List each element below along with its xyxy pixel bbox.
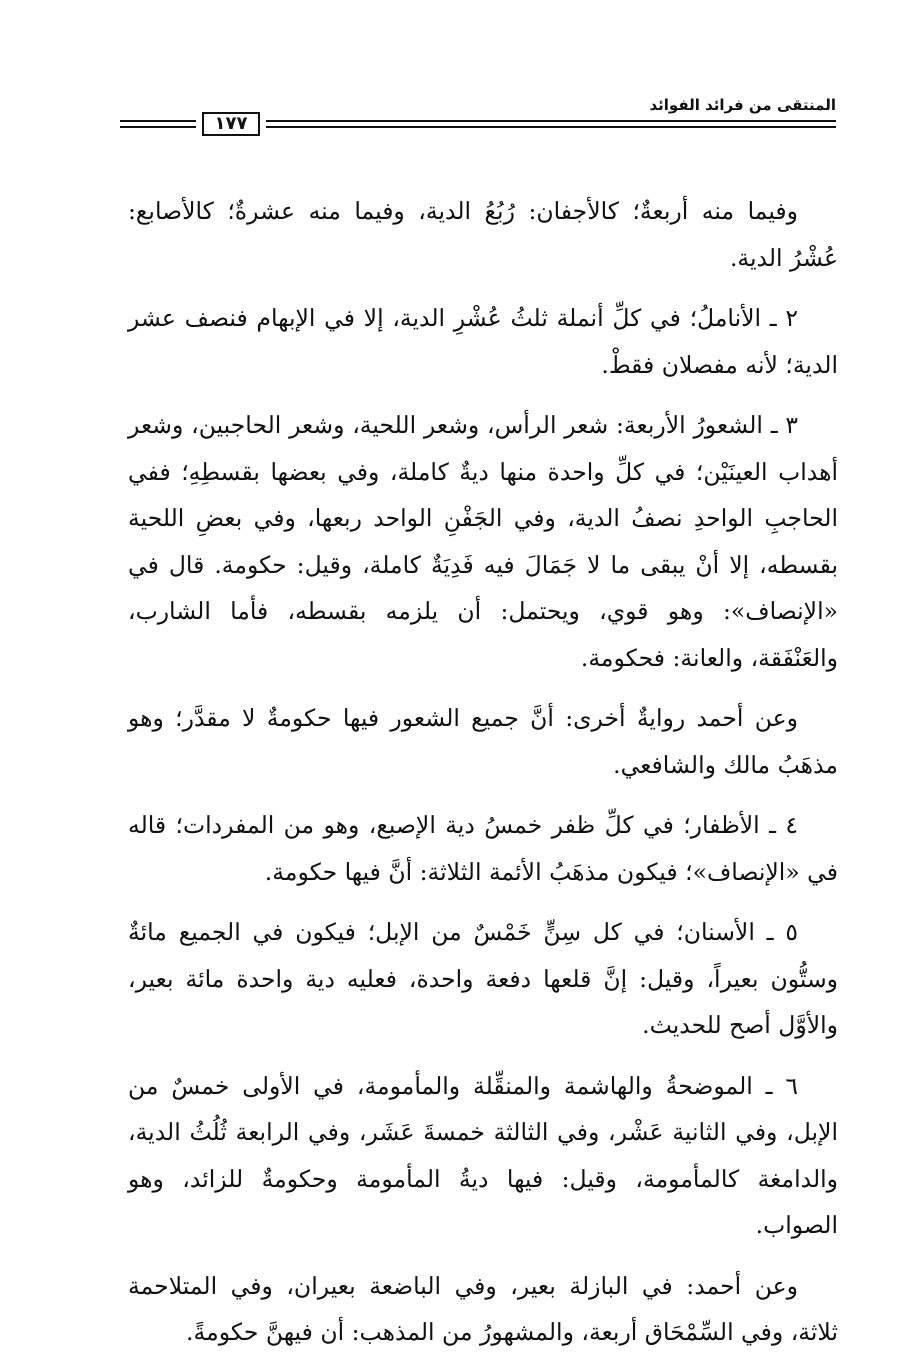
paragraph: وعن أحمد: في البازلة بعير، وفي الباضعة بعيران، وفي المتلاحمة ثلاثة، وفي السِّمْحَاق أربعة، والمشهورُ من المذهب: أن فيهنَّ حكومةً. [128,1271,838,1346]
header-rule-right-bottom [266,126,836,128]
paragraph: ٥ ـ الأسنان؛ في كل سِنٍّ خَمْسٌ من الإبل؛ فيكون في الجميع مائةٌ وستُّون بعيراً، وقيل: إنَّ قلعها دفعة واحدة، فعليه دية واحدة مائة بعير، والأوَّل أصح للحديث. [128,918,838,1039]
paragraph: ٤ ـ الأظفار؛ في كلِّ ظفر خمسُ دية الإصبع، وهو من المفردات؛ قاله في «الإنصاف»؛ فيكون مذهَبُ الأئمة الثلاثة: أنَّ فيها حكومة. [128,811,838,886]
paragraph: وفيما منه أربعةٌ؛ كالأجفان: رُبُعُ الدية، وفيما منه عشرةٌ؛ كالأصابع: عُشْرُ الدية. [128,197,838,272]
page-header [120,92,836,142]
header-rule-left-bottom [120,126,196,128]
header-rule-right-top [266,120,836,122]
page-number: ١٧٧ [202,112,260,136]
paragraph: ٦ ـ الموضحةُ والهاشمة والمنقِّلة والمأمومة، في الأولى خمسٌ من الإبل، وفي الثانية عَشْر، وفي الثالثة خمسةَ عَشَر، وفي الرابعة ثُلُثُ الدية، والدامغة كالمأمومة، وقيل: فيها ديةُ المأمومة وحكومةٌ للزائد، وهو الصواب. [128,1071,838,1239]
running-title: المنتقى من فرائد الفوائد [649,96,836,114]
paragraph: ٢ ـ الأناملُ؛ في كلِّ أنملة ثلثُ عُشْرِ الدية، إلا في الإبهام فنصف عشر الدية؛ لأنه مفصلان فقطْ. [128,304,838,379]
paragraph: وعن أحمد روايةٌ أخرى: أنَّ جميع الشعور فيها حكومةٌ لا مقدَّر؛ وهو مذهَبُ مالك والشافعي. [128,704,838,779]
header-rule-left-top [120,120,196,122]
paragraph: ٣ ـ الشعورُ الأربعة: شعر الرأس، وشعر اللحية، وشعر الحاجبين، وشعر أهداب العينَيْن؛ في كلِّ واحدة منها ديةٌ كاملة، وفي بعضها بقسطِهِ؛ ففي الحاجبِ الواحدِ نصفُ الدية، وفي الجَفْنِ الواحد ربعها، وفي بعضِ اللحية بقسطه، إلا أنْ يبقى ما لا جَمَالَ فيه فَدِيَةٌ كاملة، وقيل: حكومة. قال في «الإنصاف»: وهو قوي، ويحتمل: أن يلزمه بقسطه، فأما الشارب، والعَنْفَقة، والعانة: فحكومة. [128,411,838,672]
page-body [128,188,838,1370]
